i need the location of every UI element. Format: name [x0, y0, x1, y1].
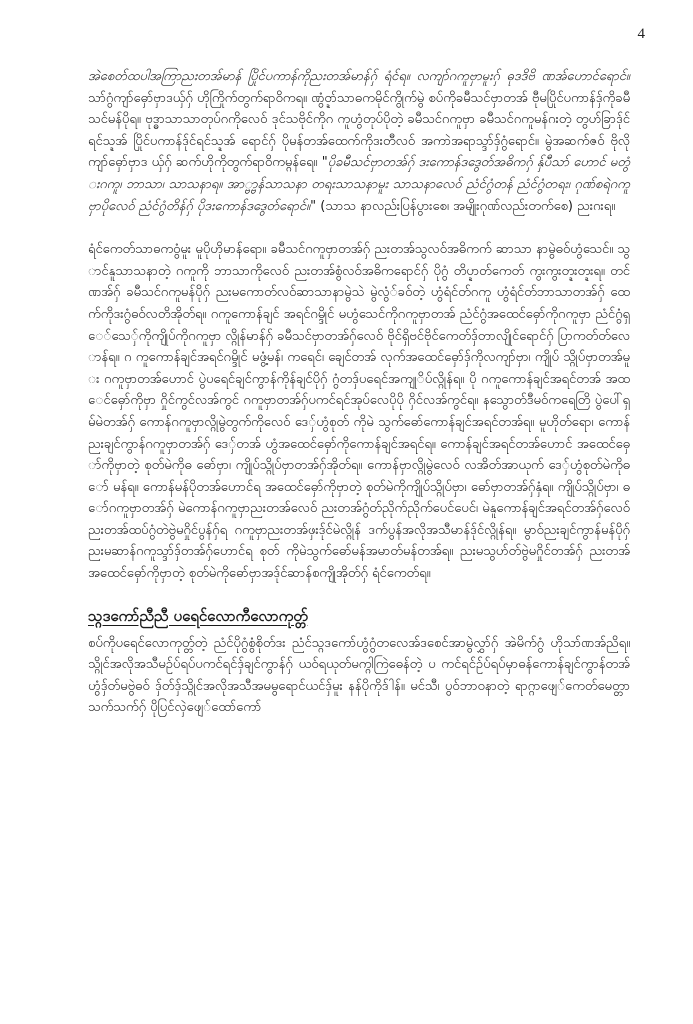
- section-paragraph: စပ်ကိုပရေင်လောကုတ္တ်တဲ့ ညံင်ပိုဂွံစွံစိုတ်ဒး ညံင်သ္ဂဒကော်ဟွံဂွံတလေအ်ဒစေင်အာမွဲလွှာ်ဂှ် အဲမိက်ဂွံ ဟိုသာ်ဏအ်ညိရ။ သ္ဂိုင်အလိုအသီမဉ်ပ်ရပ်ပကင်ရင်ဒှ်ချင်ကွာန်ဂှ် ယဝ်ရယုတ်မက္ဂါကြဲဓေန်တဲ့ ပ ကင်ရင်ဉ်ပ်ရပ်မှာဓန်ကောန်ချင်ကွာန်တအ် ဟွံဒှ်တ်မဗွဲဓဝ် ဒှ်တ်ဒှ်သ္ဂိုင်အလိုအသီအမမွရောင်ယင်ဒှ်မူး နန်ပိုကိုဒ်ါန်။ မင်သီ၊ ပွဝ်ဘာဝနာတဲ့ ရာဂ္ဂာဖျေ်ကေတ်မေတ္တာသက်သက်ဂှ် ပိုပြင်လှဲဖျေ်ထော်ကော်: [88, 635, 630, 716]
- body-text: သာ်ဂွံကျာ်ဓှော်ဗှာဒယှ်ဂှ် ဟိုကြိုက်တွက်ရာဝိကရ။ ဏွံဝ္ဍာ်သာဓကမိုင်ကွိုက်မွဲ စပ်ကိုခမီသင်ဗှာတအ် ဗီုမပြိုင်ပကာန်ဒှ်ကိုခမီသင်မန်ပိုရ။ ဗုဒ္ဓာသာသာတုပ်ဂကိုလေဝ် ဒုင်သဗိုင်ကိုဂ ကူဟွံတုပ်ပိုတဲ့ ခမီသင်ဂကူဗှာ ခမီသင်ဂကူမန်ဂးတဲ့ တွဟ်ခြာဒ်ုင်ရင်သ္ဍအ် ပြိုင်ပကာန်ဒ်ုင်ရင်သ္ဍအ် ရောင်ဂှ် ပိုမန်တအ်ထေက်ကိုဒးတီလဝ် အကာဲအရာသ္ဒာ်ဒှ်ဂွံရောင်။ မွဲအဆက်ဇဝ် ဗိုလိုကျာ်ဓှော်ဗှာဒ ယှ်ဂှ် ဆက်ဟိုကိုတွက်ရာဝိကမ္ဂန်ရေ။: [88, 90, 630, 171]
- italic-passage-opening: အဲစေတ်ထပါအကြာညးတအ်မာန် ပြိုင်ပကာန်ကိုညးတအ်မာန်ဂှ် ရံင်ရ။ လကျာ်ဂကူဗှာမူးဂှ် ဓုဒဒိဗိ ဏအ်ဟောင်ရောင်။: [88, 69, 630, 84]
- page-body: [88, 66, 630, 719]
- italic-quotation: "ပိုခမီသင်ဗှာတအ်ဂှ် ဒးကောန်ဒဒွေတ်အဓိကဂှ် နှ်ပီသာ် ဟောင် မတွံးဂကူ၊ ဘာသာ၊ သာသနာရ။ အာ္ဗ္ဗာန်သာသနာ တရးသာသနာမူး သာသနာလေဝ် ညံင်ဂွံတန် ညံင်ဂွံတရး၊ ဂုဏ်စရဲဂကူဗှာပိုလေဝ် ညံင်ဂွံတိန်ဂှ် ပိုဒးကောန်ဒဒွေတ်ရောင်။": [88, 155, 630, 214]
- section-heading: သ္ဂဒကော်ညီညီ ပရေင်လောကီလောကုတ္တ်: [88, 606, 308, 625]
- page-number: 4: [637, 26, 645, 42]
- paragraph-2: ရံင်ကေတ်သာဓကဝွံမူး မူပိုဟိုမာန်ရော။ ခမီသင်ဂကူဗှာတအ်ဂှ် ညးတအ်သွလဝ်အဓိကက် ဆာသာ နာမွဲဓဝ်ဟွံသေင်။ သွာင်နူသာသနာတဲ့ ဂကူကို ဘာသာကိုလေဝ် ညးတအ်စွံလဝ်အဓိကရောင်ဂှ် ပိုဂွံ တိပ္ဍာတ်ကေတ် ကွးကွးတ္ဍးတ္ဍးရ။ တင်ဏအ်ဂှ် ခမီသင်ဂကူမန်ပိုဂှ် ညးမကောတ်လဝ်ဆာသာနာမွဲသဲ မွဲလွံ်ခဝ်တဲ့ ဟွံရံင်တ်ဂကူ ဟွံရံင်တ်ဘာသာတအ်ဂှ် ထေက်ကိုဒးဂွံဓဝ်လတိအိုတ်ရ။ ဂကူကောန်ချင် အရင်ဂမ္ဒိုင် မဟွံသေင်ကိုဂကူဗှာတအ် ညံင်ဂွံအထေင်ဓှော်ကိုဂကူဗှာ ညံင်ဂွံရှေ်သေှ်ကိုကျိုပ်ကိုဂကူဗှာ လ္ဂိုန်မာန်ဂှ် ခမီသင်ဗှာတအ်ဂှ်လေဝ် ဗိုင်ရှိဗင်ဗိုင်ကေတ်ဒှ်တာလျိုင်ရောင်ဂှ် ပြာကတ်တ်လောန်ရ။ ဂ ကူကောန်ချင်အရင်ဂမ္ဒိုင် မဖွံ့မန်၊ ကရေင်၊ ချေင်တအ် လုက်အထေင်ဓှော်ဒှ်ကိုလကျာ်ဗှာ၊ ကျိုပ် သ္ဂိုပ်ဗှာတအ်မူး ဂကူဗှာတအ်ဟောင် ပွဲပရေင်ချင်ကွာန်ကိုန်ချင်ပိုဂှ် ဂွံတဒှ်ပရေင်အကျုိပ်လ္ဂိုန်ရ။ ပို ဂကူကောန်ချင်အရင်တအ် အထေင်ဓှော်ကိုဗှာ ဂှိုင်ကွင်လအ်ကွင် ဂကူဗှာတအ်ဂှ်ပကင်ရင်အုပ်လေပိုပို ဂှိင်လအ်ကွင်ရ။ နသွောတ်ဒီမဝ်ကရေတြိ ပွဲပေါ်ရှမ်မဲတအ်ဂှ် ကောန်ဂကူဗှာလ္ဂိုမွဲတွက်ကိုလေဝ် ဒေှ်ဟွံစုတ် ကိုမဲ သွက်ဓော်ကောန်ချင်အရင်တအ်ရ။ မူဟိုတ်ရော၊ ကောန်ညးချင်ကွာန်ဂကူဗှာတအ်ဂှ် ဒေှ်တအ် ဟွံအထေင်ဓှော်ကိုကောန်ချင်အရင်ရ။ ကောန်ချင်အရင်တအ်ဟောင် အထေင်ဓှော်ကိုဗှာတဲ့ စုတ်မဲကိုဓ ဓော်ဗှာ၊ ကျိုပ်သ္ဂိုပ်ဗှာတအ်ဂှ်အိုတ်ရ။ ကောန်ဗှာလ္ဂိုမွဲလေဝ် လအိတ်အာယုက် ဒေှ်ဟွံစုတ်မဲကိုဓော် မန်ရ။ ကောန်မန်ပိုတအ်ဟောင်ရ အထေင်ဓှော်ကိုဗှာတဲ့ စုတ်မဲကိုကျိုပ်သ္ဂိုပ်ဗှာ၊ ဓော်ဗှာတအ်ဂှ်နှံရ။ ကျိုပ်သ္ဂိုပ်ဗှာ၊ ဓော်ဂကူဗှာတအ်ဂှ် မဲကောန်ဂကူဗှာညးတအ်လေဝ် ညးတအ်ဂွံတ်ညိုက်ညိုက်ပေင်ပေင်၊ မဲနူကောန်ချင်အရင်တအ်ဂှ်လေဝ် ညးတအ်ထပ်ဂွံတဲဗွဲမဂှိုင်ပွန်ဂှ်ရ ဂကူဗှာညးတအ်ဖှးဒ်ုင်မဲလ္ဂိုန် ဒက်ပွန်အလိုအသီမာန်ဒ်ုင်လ္ဂိုန်ရ။ မွာဝ်ညးချင်ကွာန်မန်ပိုဂှ် ညးမဆာန်ဂကူသ္ဒာ်ဒှ်တအ်ဂှ်ဟောင်ရ စုတ် ကိုမဲသွက်ဓော်မန်အမာတ်မန်တအ်ရ။ ညးမသွဟ်တ်ဗွဲမဂှိုင်တအ်ဂှ် ညးတအ်အထေင်ဓှော်ကိုဗှာတဲ့ စုတ်မဲကိုဓော်ဗှာအဒ်ုင်ဆာန်စကျိုအိုတ်ဂှ် ရံင်ကေတ်ရ။: [88, 242, 630, 582]
- section-spacer: [88, 585, 630, 607]
- paragraph-1: [88, 66, 630, 217]
- paragraph-spacer: [88, 217, 630, 239]
- body-text-closing: (သာသ နာလည်းပြန်ပွားစေ၊ အမျိုးဂုဏ်လည်းတက်စေ) ညးဂးရ။: [316, 198, 616, 214]
